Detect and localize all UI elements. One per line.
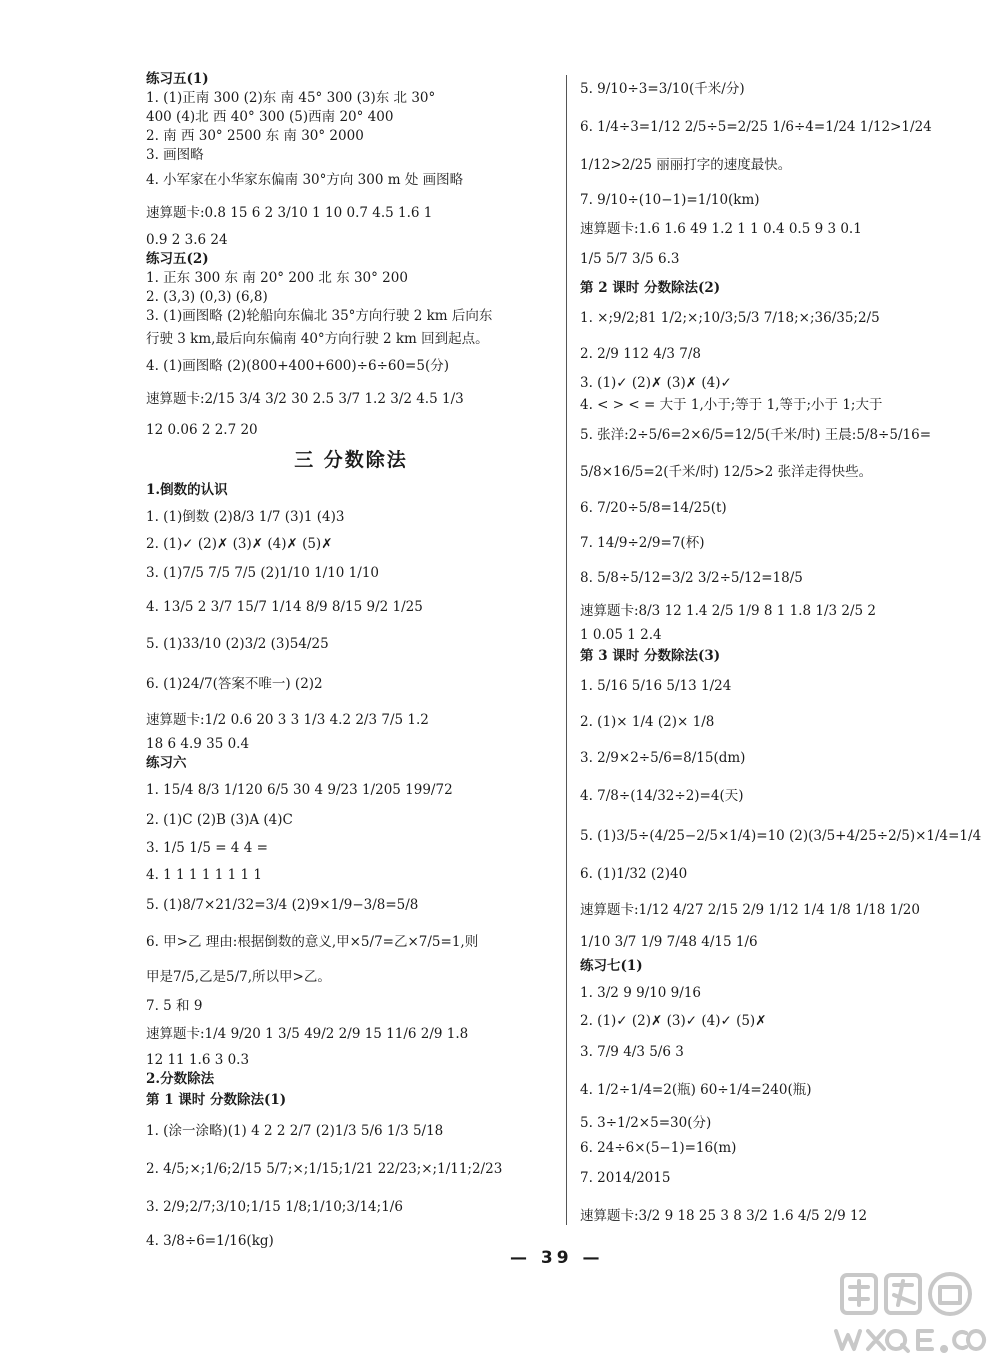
answer-line: 5. 3÷1/2×5=30(分) <box>580 1115 712 1131</box>
right-column <box>580 70 990 1234</box>
answer-line: 1. ×;9/2;81 1/2;×;10/3;5/3 7/18;×;36/35;2/5 <box>580 310 880 326</box>
section-heading: 2.分数除法 <box>146 1071 215 1087</box>
answer-line: 速算题卡:0.8 15 6 2 3/10 1 10 0.7 4.5 1.6 1 <box>146 205 433 221</box>
answer-line: 4. 1 1 1 1 1 1 1 1 <box>146 867 262 883</box>
answer-line: 速算题卡:3/2 9 18 25 3 8 3/2 1.6 4/5 2/9 12 <box>580 1208 868 1224</box>
section-heading: 练习五(2) <box>146 251 209 267</box>
section-heading: 第 2 课时 分数除法(2) <box>580 280 721 296</box>
answer-line: 3. 2/9×2÷5/6=8/15(dm) <box>580 750 746 766</box>
left-column <box>146 70 556 1256</box>
section-heading: 第 3 课时 分数除法(3) <box>580 648 721 664</box>
answer-line: 6. 甲>乙 理由:根据倒数的意义,甲×5/7=乙×7/5=1,则 <box>146 934 479 950</box>
answer-line: 1 0.05 1 2.4 <box>580 627 662 643</box>
answer-line: 行驶 3 km,最后向东偏南 40°方向行驶 2 km 回到起点。 <box>146 331 489 347</box>
answer-line: 1. 15/4 8/3 1/120 6/5 30 4 9/23 1/205 199/72 <box>146 782 453 798</box>
answer-line: 0.9 2 3.6 24 <box>146 232 228 248</box>
answer-line: 速算题卡:1/12 4/27 2/15 2/9 1/12 1/4 1/8 1/18 1/20 <box>580 902 920 918</box>
section-heading: 练习五(1) <box>146 71 209 87</box>
page-number: — 39 — <box>510 1248 604 1268</box>
answer-line: 3. (1)7/5 7/5 7/5 (2)1/10 1/10 1/10 <box>146 565 380 581</box>
answer-line: 1/12>2/25 丽丽打字的速度最快。 <box>580 157 792 173</box>
answer-line: 6. (1)1/32 (2)40 <box>580 866 688 882</box>
section-heading: 1.倒数的认识 <box>146 482 228 498</box>
watermark-logo <box>828 1269 988 1361</box>
section-heading: 练习六 <box>146 755 187 771</box>
answer-line: 1. 3/2 9 9/10 9/16 <box>580 985 701 1001</box>
answer-line: 1. (1)正南 300 (2)东 南 45° 300 (3)东 北 30° <box>146 90 436 106</box>
section-heading: 练习七(1) <box>580 958 643 974</box>
answer-line: 4. 1/2÷1/4=2(瓶) 60÷1/4=240(瓶) <box>580 1082 812 1098</box>
answer-line: 4. 13/5 2 3/7 15/7 1/14 8/9 8/15 9/2 1/25 <box>146 599 423 615</box>
answer-line: 4. 3/8÷6=1/16(kg) <box>146 1233 274 1249</box>
answer-line: 甲是7/5,乙是5/7,所以甲>乙。 <box>146 969 331 985</box>
answer-line: 2. (1)C (2)B (3)A (4)C <box>146 812 293 828</box>
answer-line: 6. (1)24/7(答案不唯一) (2)2 <box>146 676 323 692</box>
answer-line: 5. (1)3/5÷(4/25−2/5×1/4)=10 (2)(3/5+4/25÷2/5)×1/4=1/4 <box>580 828 982 844</box>
answer-line: 7. 2014/2015 <box>580 1170 671 1186</box>
answer-line: 7. 5 和 9 <box>146 998 203 1014</box>
answer-line: 12 0.06 2 2.7 20 <box>146 422 258 438</box>
answer-line: 速算题卡:1/2 0.6 20 3 3 1/3 4.2 2/3 7/5 1.2 <box>146 712 429 728</box>
answer-line: 6. 1/4÷3=1/12 2/5÷5=2/25 1/6÷4=1/24 1/12>1/24 <box>580 119 932 135</box>
answer-line: 3. 1/5 1/5 = 4 4 = <box>146 840 268 856</box>
answer-line: 速算题卡:1.6 1.6 49 1.2 1 1 0.4 0.5 9 3 0.1 <box>580 221 862 237</box>
answer-line: 5. 张洋:2÷5/6=2×6/5=12/5(千米/时) 王晨:5/8÷5/16= <box>580 427 931 443</box>
answer-line: 6. 7/20÷5/8=14/25(t) <box>580 500 727 516</box>
answer-line: 5. 9/10÷3=3/10(千米/分) <box>580 81 745 97</box>
answer-line: 3. 2/9;2/7;3/10;1/15 1/8;1/10;3/14;1/6 <box>146 1199 403 1215</box>
answer-line: 7. 14/9÷2/9=7(杯) <box>580 535 705 551</box>
answer-line: 4. (1)画图略 (2)(800+400+600)÷6÷60=5(分) <box>146 358 449 374</box>
answer-line: 2. (3,3) (0,3) (6,8) <box>146 289 268 305</box>
answer-line: 7. 9/10÷(10−1)=1/10(km) <box>580 192 760 208</box>
section-heading: 第 1 课时 分数除法(1) <box>146 1092 287 1108</box>
answer-line: 3. 7/9 4/3 5/6 3 <box>580 1044 684 1060</box>
answer-line: 1/10 3/7 1/9 7/48 4/15 1/6 <box>580 934 758 950</box>
answer-line: 6. 24÷6×(5−1)=16(m) <box>580 1140 737 1156</box>
answer-line: 1. 正东 300 东 南 20° 200 北 东 30° 200 <box>146 270 408 286</box>
answer-line: 1. (涂一涂略)(1) 4 2 2 2/7 (2)1/3 5/6 1/3 5/18 <box>146 1123 444 1139</box>
answer-line: 4. 小军家在小华家东偏南 30°方向 300 m 处 画图略 <box>146 172 464 188</box>
answer-line: 2. (1)× 1/4 (2)× 1/8 <box>580 714 715 730</box>
answer-line: 8. 5/8÷5/12=3/2 3/2÷5/12=18/5 <box>580 570 803 586</box>
answer-line: 速算题卡:2/15 3/4 3/2 30 2.5 3/7 1.2 3/2 4.5 1/3 <box>146 391 464 407</box>
answer-line: 2. (1)✓ (2)✗ (3)✓ (4)✓ (5)✗ <box>580 1013 767 1029</box>
answer-line: 12 11 1.6 3 0.3 <box>146 1052 250 1068</box>
answer-line: 4. < > < = 大于 1,小于;等于 1,等于;小于 1;大于 <box>580 397 883 413</box>
answer-line: 400 (4)北 西 40° 300 (5)西南 20° 400 <box>146 109 394 125</box>
answer-line: 3. 画图略 <box>146 147 204 163</box>
column-divider <box>566 75 567 1225</box>
answer-line: 2. 4/5;×;1/6;2/15 5/7;×;1/15;1/21 22/23;×;1/11;2/23 <box>146 1161 503 1177</box>
answer-line: 4. 7/8÷(14/32÷2)=4(天) <box>580 788 744 804</box>
answer-line: 18 6 4.9 35 0.4 <box>146 736 250 752</box>
answer-line: 1/5 5/7 3/5 6.3 <box>580 251 680 267</box>
answer-line: 2. 2/9 112 4/3 7/8 <box>580 346 701 362</box>
answer-line: 5. (1)33/10 (2)3/2 (3)54/25 <box>146 636 329 652</box>
answer-line: 速算题卡:8/3 12 1.4 2/5 1/9 8 1 1.8 1/3 2/5 2 <box>580 603 876 619</box>
answer-line: 速算题卡:1/4 9/20 1 3/5 49/2 2/9 15 11/6 2/9 1.8 <box>146 1026 469 1042</box>
answer-line: 3. (1)✓ (2)✗ (3)✗ (4)✓ <box>580 375 732 391</box>
answer-line: 1. (1)倒数 (2)8/3 1/7 (3)1 (4)3 <box>146 509 345 525</box>
answer-line: 2. (1)✓ (2)✗ (3)✗ (4)✗ (5)✗ <box>146 536 333 552</box>
section-title: 三 分数除法 <box>294 449 408 471</box>
answer-line: 2. 南 西 30° 2500 东 南 30° 2000 <box>146 128 364 144</box>
answer-line: 1. 5/16 5/16 5/13 1/24 <box>580 678 732 694</box>
answer-line: 5/8×16/5=2(千米/时) 12/5>2 张洋走得快些。 <box>580 464 873 480</box>
answer-line: 3. (1)画图略 (2)轮船向东偏北 35°方向行驶 2 km 后向东 <box>146 308 493 324</box>
answer-line: 5. (1)8/7×21/32=3/4 (2)9×1/9−3/8=5/8 <box>146 897 419 913</box>
